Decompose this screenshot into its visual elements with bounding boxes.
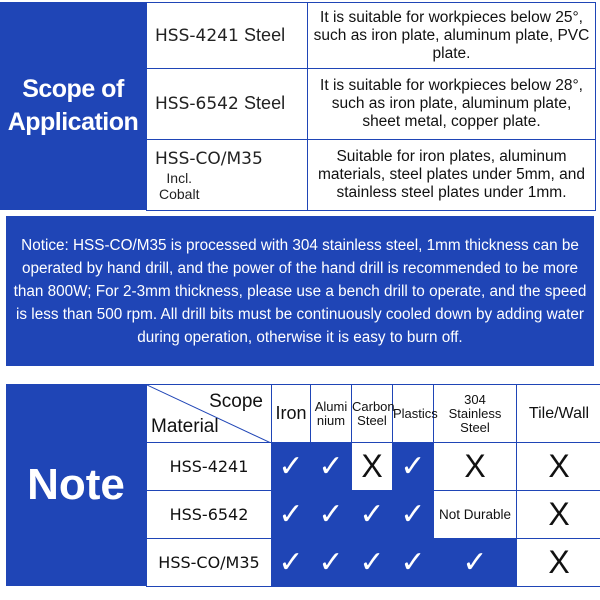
- scope-material-suffix: Steel: [244, 93, 286, 113]
- x-icon: X: [352, 443, 393, 491]
- scope-material-name: HSS-CO/M35: [155, 149, 263, 169]
- table-row: [147, 539, 600, 587]
- table-row: [147, 491, 600, 539]
- scope-row: [147, 140, 596, 211]
- scope-label-line1: Scope of: [22, 75, 124, 103]
- row-material: HSS-6542: [147, 491, 272, 539]
- check-icon: ✓: [352, 491, 393, 539]
- notice-text: Notice: HSS-CO/M35 is processed with 304 stainless steel, 1mm thickness can be operated by hand drill, and the power of the hand drill is recommended to be more than 800W; For 2-3mm thickness, please use a bench drill to operate, and the speed is less than 500 rpm. All drill bits must be continuously cooled down by adding water during operation, otherwise it is easy to burn off.: [13, 236, 587, 346]
- scope-material-cell: [147, 69, 308, 140]
- scope-section: [0, 0, 600, 212]
- check-icon: ✓: [272, 539, 311, 587]
- column-header: Tile/Wall: [517, 385, 600, 443]
- column-header: Plastics: [393, 385, 434, 443]
- check-icon: ✓: [311, 443, 352, 491]
- check-icon: ✓: [352, 539, 393, 587]
- x-icon: X: [517, 491, 600, 539]
- column-header: Carbon Steel: [352, 385, 393, 443]
- scope-label-line2: Application: [7, 108, 139, 136]
- scope-row: [147, 69, 596, 140]
- scope-description: It is suitable for workpieces below 25°, such as iron plate, aluminum plate, PVC plate.: [308, 3, 596, 69]
- check-icon: ✓: [434, 539, 517, 587]
- check-icon: ✓: [311, 491, 352, 539]
- corner-scope: Scope: [209, 391, 263, 412]
- column-header: Alumi nium: [311, 385, 352, 443]
- x-icon: X: [517, 443, 600, 491]
- x-icon: X: [517, 539, 600, 587]
- not-durable-label: Not Durable: [434, 491, 517, 539]
- notice-banner: [6, 216, 594, 366]
- scope-description: It is suitable for workpieces below 28°, such as iron plate, aluminum plate, sheet metal, copper plate.: [308, 69, 596, 140]
- corner-material: Material: [151, 416, 219, 437]
- note-label: Note: [6, 384, 146, 586]
- table-row: [147, 443, 600, 491]
- compatibility-table: [146, 384, 600, 587]
- column-header: 304 Stainless Steel: [434, 385, 517, 443]
- check-icon: ✓: [393, 539, 434, 587]
- column-header: Iron: [272, 385, 311, 443]
- header-row: [147, 385, 600, 443]
- suffix-line1: Incl.: [166, 170, 193, 186]
- row-material: HSS-4241: [147, 443, 272, 491]
- check-icon: ✓: [393, 443, 434, 491]
- scope-material-name: HSS-6542: [155, 94, 239, 114]
- scope-material-suffix: Steel: [244, 24, 286, 45]
- check-icon: ✓: [272, 443, 311, 491]
- scope-material-suffix: [159, 170, 199, 202]
- scope-material-cell: [147, 3, 308, 69]
- check-icon: ✓: [272, 491, 311, 539]
- scope-table: [146, 2, 596, 211]
- row-material: HSS-CO/M35: [147, 539, 272, 587]
- corner-header: [147, 385, 272, 443]
- check-icon: ✓: [311, 539, 352, 587]
- suffix-line2: Cobalt: [159, 186, 200, 202]
- scope-material-name: HSS-4241: [155, 25, 239, 46]
- check-icon: ✓: [393, 491, 434, 539]
- scope-description: Suitable for iron plates, aluminum materials, steel plates under 5mm, and stainless steel plates under 1mm.: [308, 140, 596, 211]
- scope-material-cell: [147, 140, 308, 211]
- scope-label: [0, 2, 146, 210]
- x-icon: X: [434, 443, 517, 491]
- scope-row: [147, 3, 596, 69]
